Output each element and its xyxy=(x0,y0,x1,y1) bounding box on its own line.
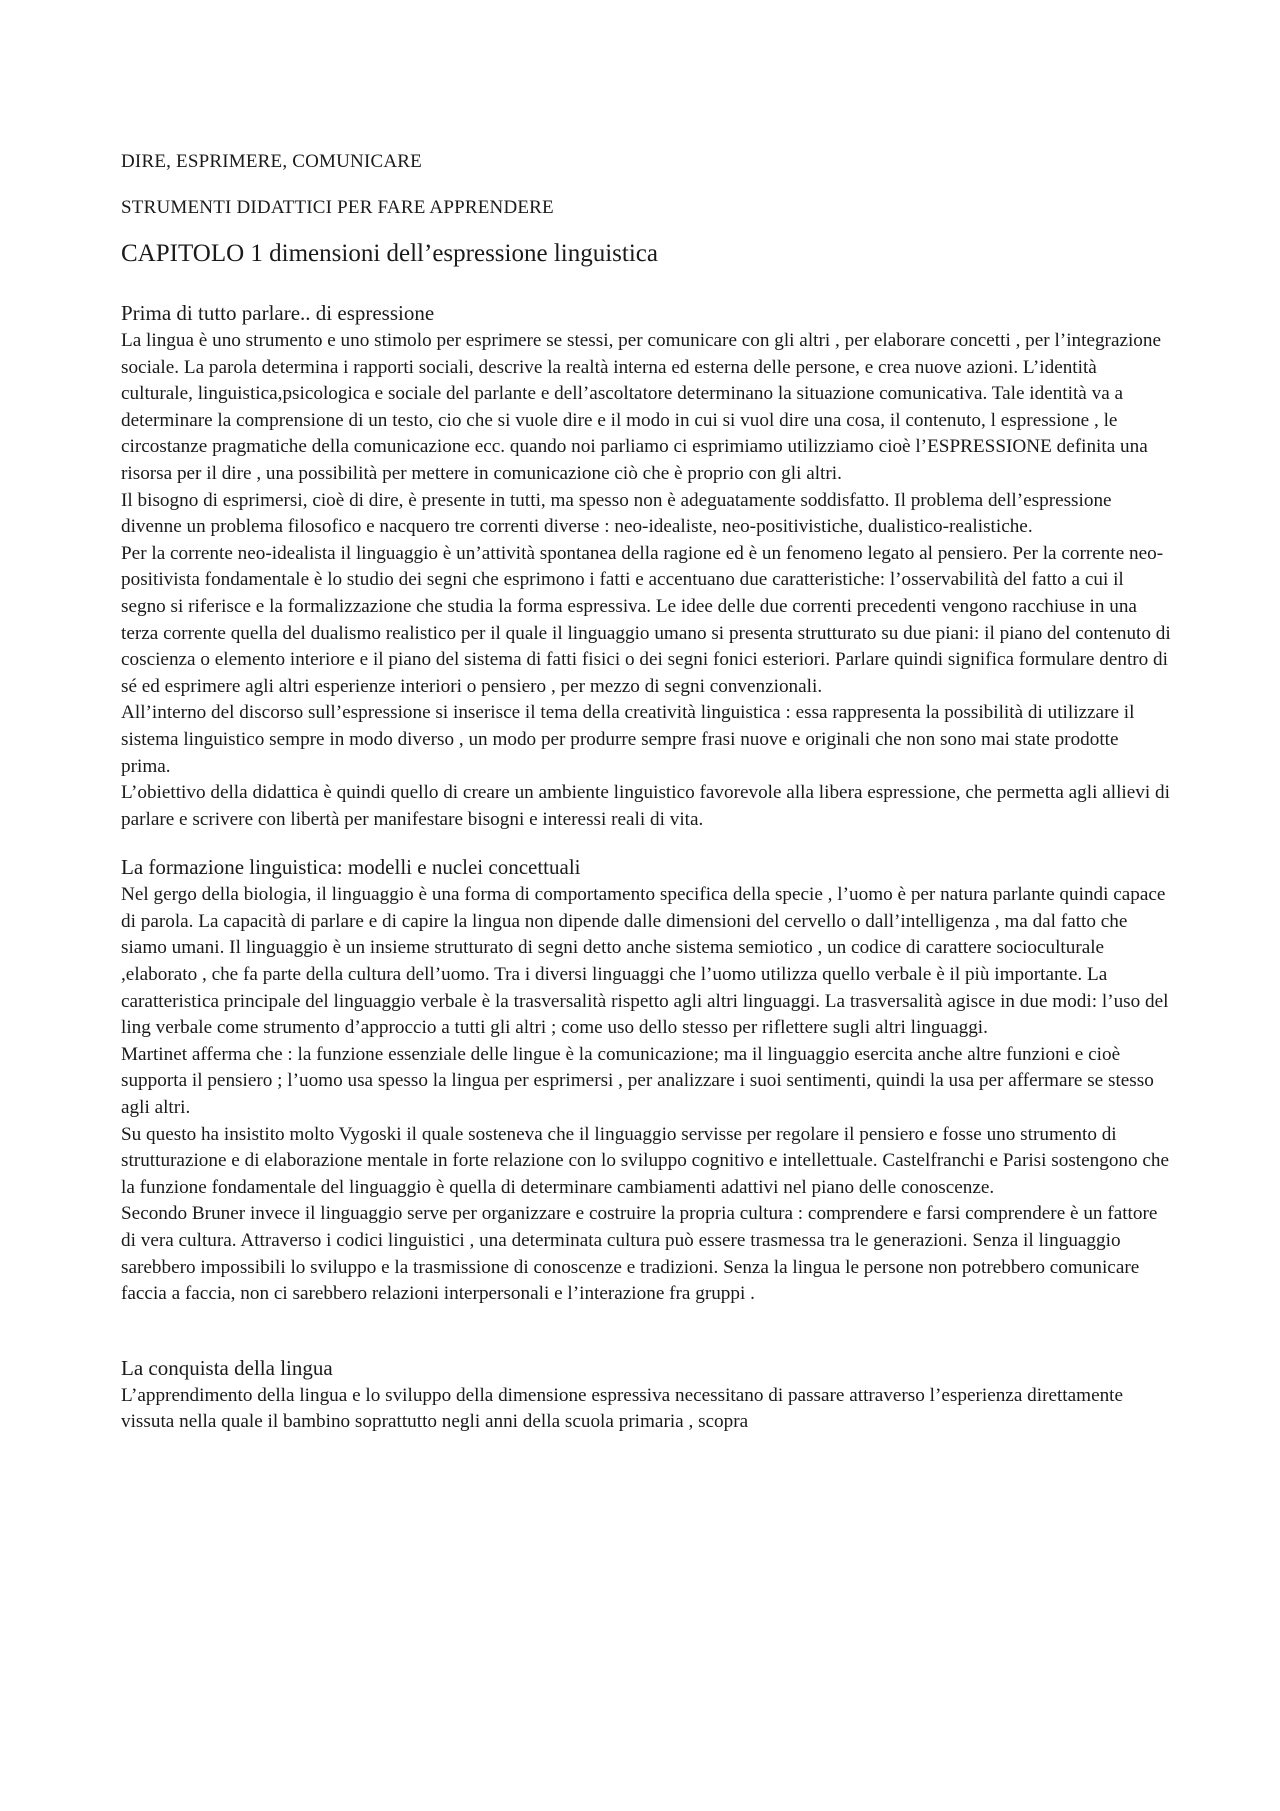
paragraph: Nel gergo della biologia, il linguaggio è una forma di comportamento specifica della specie , l’uomo è per natura parlante quindi capace di parola. La capacità di parlare e di capire la lingua non dipende dalle dimensioni del cervello o dall’intelligenza , ma dal fatto che siamo umani. Il linguaggio è un insieme strutturato di segni detto anche sistema semiotico , un codice di carattere socioculturale ,elaborato , che fa parte della cultura dell’uomo. Tra i diversi linguaggi che l’uomo utilizza quello verbale è il più importante. La caratteristica principale del linguaggio verbale è la trasversalità rispetto agli altri linguaggi. La trasversalità agisce in due modi: l’uso del ling verbale come strumento d’approccio a tutti gli altri ; come uso dello stesso per riflettere sugli altri linguaggi. xyxy=(121,884,1169,1039)
paragraph: Per la corrente neo-idealista il linguaggio è un’attività spontanea della ragione ed è un fenomeno legato al pensiero. Per la corrente neo-positivista fondamentale è lo studio dei segni che esprimono i fatti e accentuano due caratteristiche: l’osservabilità del fatto a cui il segno si riferisce e la formalizzazione che studia la forma espressiva. Le idee delle due correnti precedenti vengono racchiuse in una terza corrente quella del dualismo realistico per il quale il linguaggio umano si presenta strutturato su due piani: il piano del contenuto di coscienza o elemento interiore e il piano del sistema di fatti fisici o dei segni fonici esteriori. Parlare quindi significa formulare dentro di sé ed esprimere agli altri esperienze interiori o pensiero , per mezzo di segni convenzionali. xyxy=(121,542,1171,697)
paragraph: Su questo ha insistito molto Vygoski il quale sosteneva che il linguaggio servisse per regolare il pensiero e fosse uno strumento di strutturazione e di elaborazione mentale in forte relazione con lo sviluppo cognitivo e intellettuale. Castelfranchi e Parisi sostengono che la funzione fondamentale del linguaggio è quella di determinare cambiamenti adattivi nel piano delle conoscenze. xyxy=(121,1123,1170,1198)
paragraph: Il bisogno di esprimersi, cioè di dire, è presente in tutti, ma spesso non è adeguatamente soddisfatto. Il problema dell’espressione divenne un problema filosofico e nacquero tre correnti diverse : neo-idealiste, neo-positivistiche, dualistico-realistiche. xyxy=(121,489,1112,538)
section-title: La conquista della lingua xyxy=(121,1355,333,1380)
section-prima-di-tutto xyxy=(121,300,1171,833)
paragraph: L’obiettivo della didattica è quindi quello di creare un ambiente linguistico favorevole alla libera espressione, che permetta agli allievi di parlare e scrivere con libertà per manifestare bisogni e interessi reali di vita. xyxy=(121,782,1170,830)
document-header-2: STRUMENTI DIDATTICI PER FARE APPRENDERE xyxy=(121,197,554,218)
section-conquista-lingua xyxy=(121,1355,1171,1436)
paragraph: Secondo Bruner invece il linguaggio serve per organizzare e costruire la propria cultura : comprendere e farsi comprendere è un fattore di vera cultura. Attraverso i codici linguistici , una determinata cultura può essere trasmessa tra le generazioni. Senza il linguaggio sarebbero impossibili lo sviluppo e la trasmissione di conoscenze e tradizioni. Senza la lingua le persone non potrebbero comunicare faccia a faccia, non ci sarebbero relazioni interpersonali e l’interazione fra gruppi . xyxy=(121,1203,1158,1305)
section-formazione-linguistica xyxy=(121,854,1171,1308)
document-page xyxy=(121,150,1171,1436)
paragraph: L’apprendimento della lingua e lo sviluppo della dimensione espressiva necessitano di passare attraverso l’esperienza direttamente vissuta nella quale il bambino soprattutto negli anni della scuola primaria , scopra xyxy=(121,1384,1124,1433)
section-spacer xyxy=(121,1308,1171,1355)
chapter-title: CAPITOLO 1 dimensioni dell’espressione linguistica xyxy=(121,240,658,267)
paragraph: Martinet afferma che : la funzione essenziale delle lingue è la comunicazione; ma il linguaggio esercita anche altre funzioni e cioè supporta il pensiero ; l’uomo usa spesso la lingua per esprimersi , per analizzare i suoi sentimenti, quindi la usa per affermare se stesso agli altri. xyxy=(121,1043,1154,1119)
section-title: La formazione linguistica: modelli e nuclei concettuali xyxy=(121,855,581,880)
section-title: Prima di tutto parlare.. di espressione xyxy=(121,301,435,325)
document-header-1: DIRE, ESPRIMERE, COMUNICARE xyxy=(121,151,422,172)
paragraph: La lingua è uno strumento e uno stimolo per esprimere se stessi, per comunicare con gli altri , per elaborare concetti , per l’integrazione sociale. La parola determina i rapporti sociali, descrive la realtà interna ed esterna delle persone, e crea nuove azioni. L’identità culturale, linguistica,psicologica e sociale del parlante e dell’ascoltatore determinano la situazione comunicativa. Tale identità va a determinare la comprensione di un testo, cio che si vuole dire e il modo in cui si vuol dire una cosa, il contenuto, l espressione , le circostanze pragmatiche della comunicazione ecc. quando noi parliamo ci esprimiamo utilizziamo cioè l’ESPRESSIONE definita una risorsa per il dire , una possibilità per mettere in comunicazione ciò che è proprio con gli altri. xyxy=(121,330,1162,484)
section-spacer xyxy=(121,833,1171,854)
paragraph: All’interno del discorso sull’espressione si inserisce il tema della creatività linguistica : essa rappresenta la possibilità di utilizzare il sistema linguistico sempre in modo diverso , un modo per produrre sempre frasi nuove e originali che non sono mai state prodotte prima. xyxy=(121,702,1135,777)
